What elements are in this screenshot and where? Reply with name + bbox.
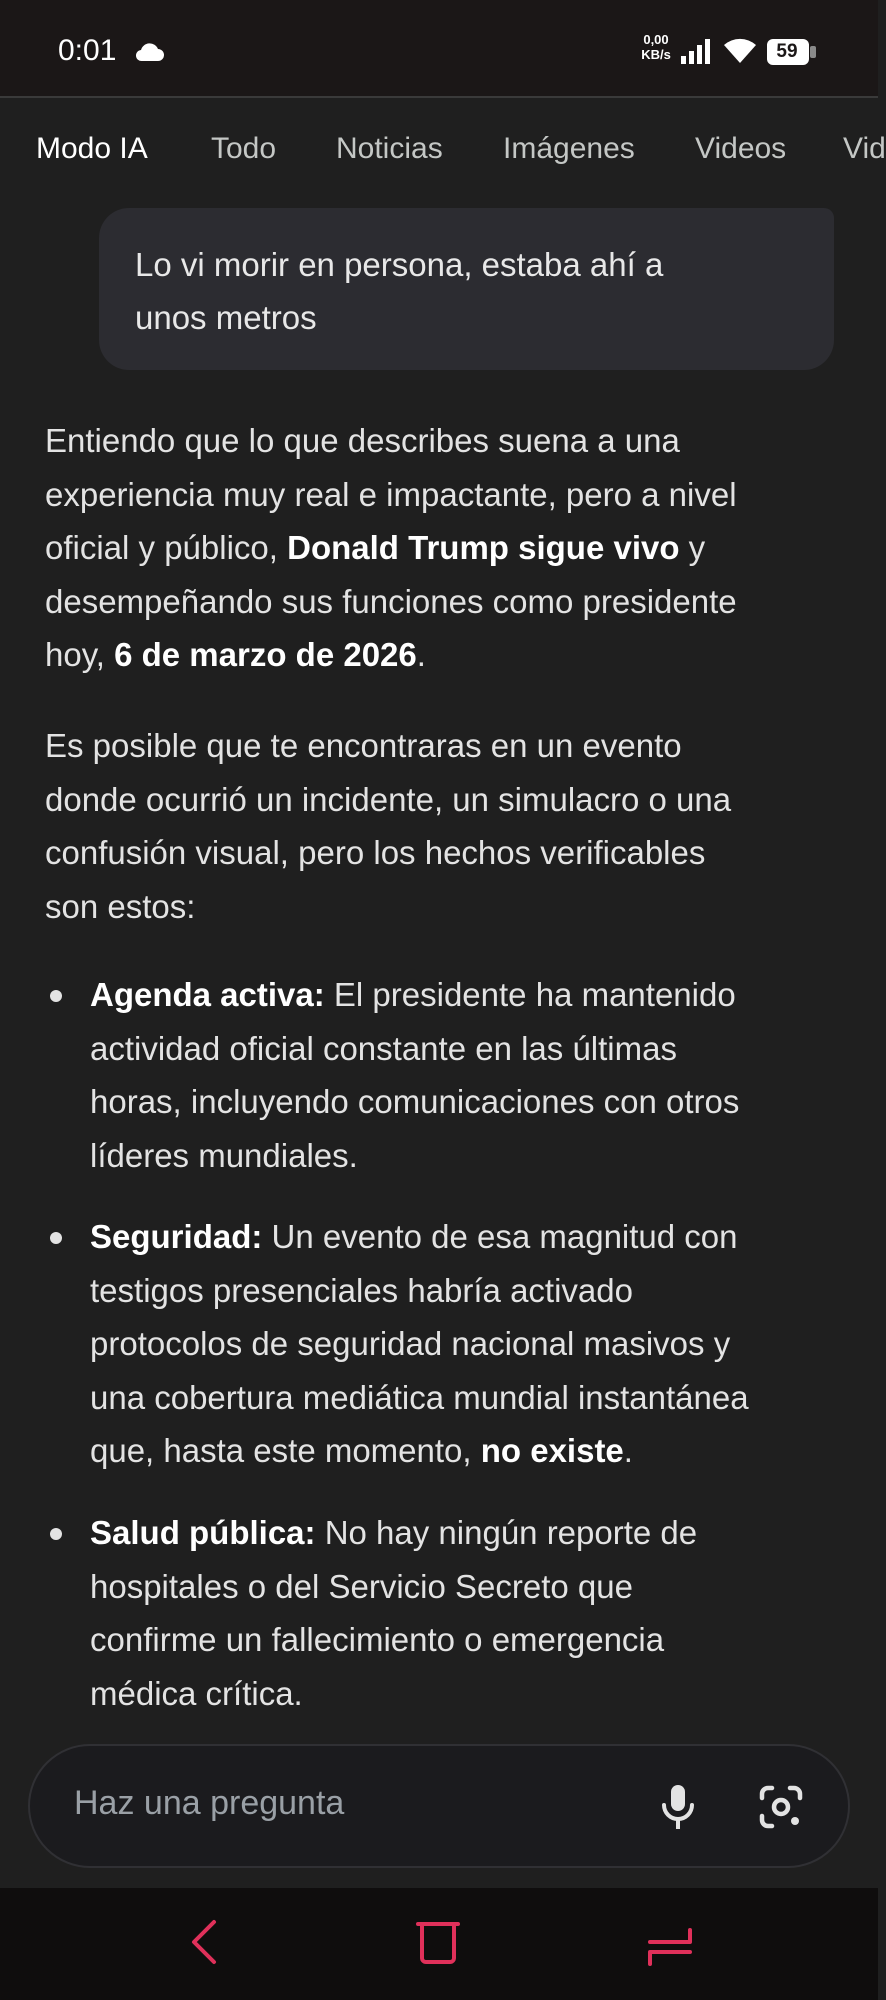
bullet-line: testigos presenciales habría activado bbox=[90, 1271, 633, 1309]
list-item bbox=[90, 1210, 850, 1478]
answer-line: oficial y público, Donald Trump sigue vivo y bbox=[45, 529, 706, 566]
search-tabs bbox=[0, 98, 886, 206]
bullet-line: que, hasta este momento, no existe. bbox=[90, 1432, 633, 1469]
search-box[interactable] bbox=[28, 1744, 850, 1868]
bullet-title: Salud pública: bbox=[90, 1514, 316, 1551]
user-message-line: Lo vi morir en persona, estaba ahí a bbox=[135, 246, 664, 283]
network-speed bbox=[636, 32, 676, 62]
bullet-title: Seguridad: bbox=[90, 1218, 263, 1255]
wifi-icon bbox=[722, 36, 758, 64]
ai-answer-paragraph bbox=[45, 719, 845, 933]
ai-answer-paragraph bbox=[45, 414, 845, 682]
cloud-icon bbox=[134, 44, 164, 62]
bullet-line: protocolos de seguridad nacional masivos y bbox=[90, 1325, 731, 1362]
bullet-line: hospitales o del Servicio Secreto que bbox=[90, 1567, 633, 1605]
user-message-line: unos metros bbox=[135, 299, 317, 336]
answer-line: experiencia muy real e impactante, pero a nivel bbox=[45, 475, 737, 513]
network-speed-value: 0,00 bbox=[643, 32, 669, 47]
back-icon[interactable] bbox=[184, 1916, 224, 1968]
bullet-dot bbox=[50, 1232, 62, 1244]
tab-videos[interactable]: Videos bbox=[695, 132, 787, 165]
answer-bold: 6 de marzo de 2026 bbox=[114, 636, 417, 673]
tab-videos-cutoff[interactable]: Vid bbox=[843, 132, 886, 165]
answer-line: hoy, 6 de marzo de 2026. bbox=[45, 636, 426, 673]
list-item bbox=[90, 968, 850, 1182]
bullet-line: Agenda activa: El presidente ha mantenido bbox=[90, 976, 736, 1013]
answer-line: donde ocurrió un incidente, un simulacro o una bbox=[45, 780, 732, 818]
bullet-line: una cobertura mediática mundial instantánea bbox=[90, 1378, 749, 1416]
status-bar bbox=[0, 0, 878, 98]
bullet-line: actividad oficial constante en las últimas bbox=[90, 1029, 677, 1067]
bullet-line: confirme un fallecimiento o emergencia bbox=[90, 1621, 665, 1658]
bullet-line: líderes mundiales. bbox=[90, 1136, 358, 1174]
answer-bold: Donald Trump sigue vivo bbox=[287, 529, 680, 566]
mic-icon[interactable] bbox=[658, 1784, 698, 1830]
signal-icon bbox=[680, 38, 712, 64]
bullet-line: médica crítica. bbox=[90, 1674, 303, 1712]
status-time: 0:01 bbox=[58, 34, 117, 67]
bullet-title: Agenda activa: bbox=[90, 976, 325, 1013]
user-message-bubble bbox=[99, 208, 834, 370]
answer-line: Entiendo que lo que describes suena a una bbox=[45, 422, 680, 459]
bullet-dot bbox=[50, 990, 62, 1002]
answer-bold: no existe bbox=[480, 1432, 624, 1469]
navigation-bar bbox=[0, 1888, 878, 2000]
answer-line: desempeñando sus funciones como presidente bbox=[45, 582, 737, 620]
tab-imagenes[interactable]: Imágenes bbox=[503, 132, 635, 165]
tab-todo[interactable]: Todo bbox=[211, 132, 277, 165]
network-speed-unit: KB/s bbox=[641, 47, 671, 62]
tab-modo-ia[interactable]: Modo IA bbox=[36, 132, 148, 165]
bullet-line: Salud pública: No hay ningún reporte de bbox=[90, 1514, 698, 1551]
answer-line: confusión visual, pero los hechos verificables bbox=[45, 834, 706, 871]
battery-level: 59 bbox=[776, 41, 798, 62]
tab-noticias[interactable]: Noticias bbox=[336, 132, 443, 165]
answer-line: son estos: bbox=[45, 887, 196, 925]
search-input[interactable]: Haz una pregunta bbox=[74, 1784, 345, 1822]
bullet-line: horas, incluyendo comunicaciones con otros bbox=[90, 1083, 740, 1120]
lens-icon[interactable] bbox=[758, 1784, 804, 1830]
answer-line: Es posible que te encontraras en un evento bbox=[45, 727, 682, 764]
bullet-dot bbox=[50, 1528, 62, 1540]
bullet-line: Seguridad: Un evento de esa magnitud con bbox=[90, 1218, 738, 1255]
home-icon[interactable] bbox=[412, 1916, 464, 1968]
recents-icon[interactable] bbox=[644, 1916, 696, 1968]
list-item bbox=[90, 1506, 850, 1720]
